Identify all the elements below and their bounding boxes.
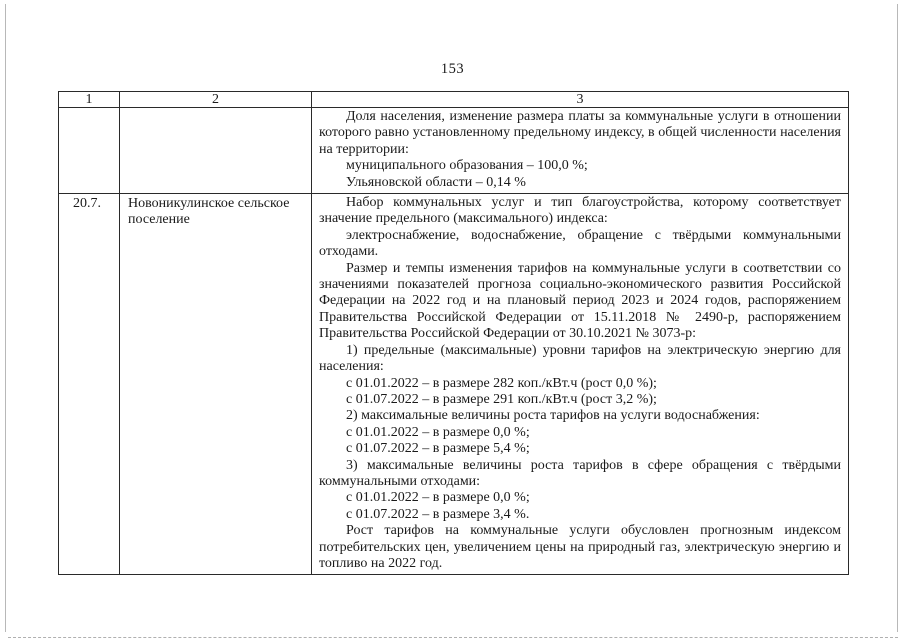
page-number: 153 — [440, 61, 465, 77]
tariff-content-cell — [312, 194, 849, 575]
scan-edge-artifact — [8, 634, 898, 638]
content-paragraph: Размер и темпы изменения тарифов на коммунальные услуги в соответствии со значениями показателей прогноза социально-экономического развития Российской Федерации на 2022 год и на плановый период 2023 и 2024 годов, распоряжением Правительства Российской Федерации от 15.11.2018 № 2490-р, распоряжением Правительства Российской Федерации от 30.10.2021 № 3073-р: — [319, 260, 841, 342]
table-row-20-7 — [59, 194, 849, 575]
continuation-content-cell — [312, 108, 849, 194]
column-header-3: 3 — [312, 92, 849, 108]
content-subitem: с 01.07.2022 – в размере 5,4 %; — [346, 441, 530, 457]
content-subitem: с 01.01.2022 – в размере 0,0 %; — [346, 490, 530, 506]
continuation-number-cell — [59, 108, 120, 194]
table-header-row — [59, 92, 849, 108]
content-subitem: с 01.01.2022 – в размере 0,0 %; — [346, 424, 530, 440]
content-paragraph: Рост тарифов на коммунальные услуги обусловлен прогнозным индексом потребительских цен, увеличением цены на природный газ, электрическую энергию и топливо на 2022 год. — [319, 523, 841, 571]
content-paragraph: 1) предельные (максимальные) уровни тарифов на электрическую энергию для населения: — [319, 342, 841, 375]
continuation-paragraph: Доля населения, изменение размера платы за коммунальные услуги в отношении которого равно установленному предельному индексу, в общей численности населения на территории: — [319, 109, 841, 157]
column-header-2: 2 — [120, 92, 312, 108]
continuation-subitem: муниципального образования – 100,0 %; — [346, 158, 588, 174]
document-table — [58, 91, 849, 575]
content-paragraph: 2) максимальные величины роста тарифов на услуги водоснабжения: — [346, 408, 760, 424]
row-number-cell: 20.7. — [59, 194, 120, 575]
continuation-name-cell — [120, 108, 312, 194]
content-subitem: с 01.07.2022 – в размере 291 коп./кВт.ч (рост 3,2 %); — [346, 391, 657, 407]
content-paragraph: 3) максимальные величины роста тарифов в сфере обращения с твёрдыми коммунальными отходами: — [319, 457, 841, 489]
settlement-name-cell: Новоникулинское сельское поселение — [120, 194, 312, 575]
content-paragraph: электроснабжение, водоснабжение, обращение с твёрдыми коммунальными отходами. — [319, 227, 841, 260]
content-paragraph: Набор коммунальных услуг и тип благоустройства, которому соответствует значение предельного (максимального) индекса: — [319, 195, 841, 227]
content-subitem: с 01.07.2022 – в размере 3,4 %. — [346, 506, 530, 522]
table-row-continuation — [59, 108, 849, 194]
content-subitem: с 01.01.2022 – в размере 282 коп./кВт.ч (рост 0,0 %); — [346, 375, 657, 391]
column-header-1: 1 — [59, 92, 120, 108]
continuation-subitem: Ульяновской области – 0,14 % — [346, 174, 526, 190]
